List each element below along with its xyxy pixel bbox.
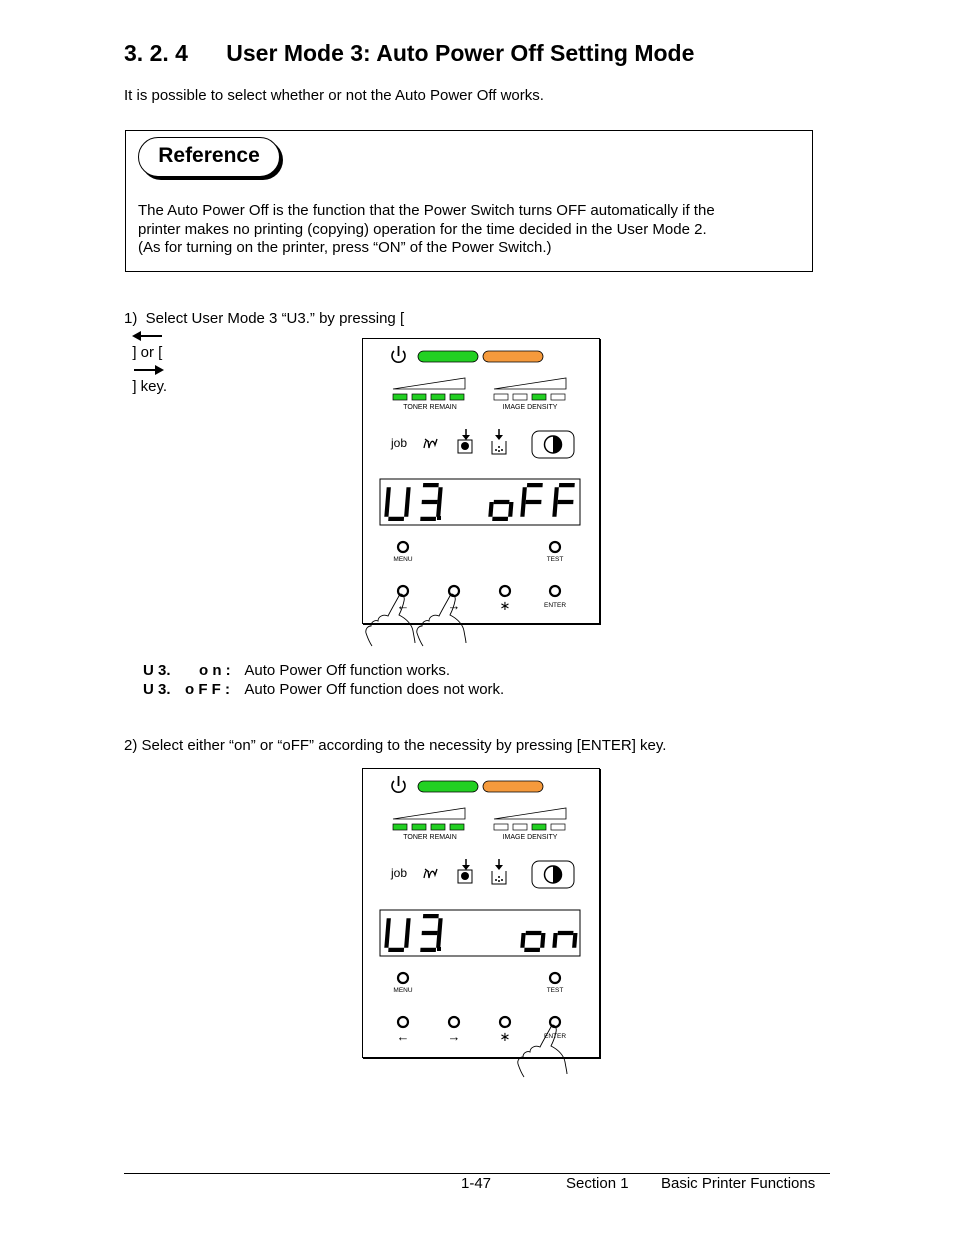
seven-segment-display [380,910,580,956]
star-label: ∗ [499,1029,511,1044]
reference-line: The Auto Power Off is the function that the Power Switch turns OFF automatically if the [138,202,715,219]
footer-chapter: Basic Printer Functions [661,1175,816,1192]
waste-toner-icon [492,859,506,884]
density-level-wedge-icon [494,808,566,819]
toner-level-wedge-icon [393,378,465,389]
reference-line: printer makes no printing (copying) operation for the time decided in the User Mode 2. [138,220,707,238]
error-lamp [483,351,543,362]
control-panel-diagram-2 [362,768,600,1058]
test-label: TEST [546,987,564,994]
toner-led [431,824,445,830]
enter-button[interactable] [550,586,560,596]
toner-led [450,394,464,400]
legend-row-on: U 3. o n : Auto Power Off function works. [143,662,450,679]
toner-key-icon [424,439,437,448]
reference-badge: Reference [138,137,280,177]
step-2-text: 2) Select either “on” or “oFF” according to the necessity by pressing [ENTER] key. [124,737,667,754]
star-label: ∗ [499,598,511,613]
enter-label: ENTER [543,1033,567,1040]
toner-led [412,824,426,830]
right-arrow-key-icon [132,364,164,376]
ready-lamp [418,781,478,792]
test-button[interactable] [550,973,560,983]
footer-rule [124,1173,830,1174]
footer-section: Section 1 [566,1175,629,1192]
toner-key-icon [424,869,437,878]
toner-led [412,394,426,400]
reference-text [138,202,798,258]
waste-toner-icon [492,429,506,454]
job-label: job [391,436,408,450]
right-arrow-label: → [447,598,461,613]
star-button[interactable] [500,1017,510,1027]
reference-line: (As for turning on the printer, press “ON” of the Power Switch.) [138,239,552,256]
right-arrow-label: → [447,1029,461,1044]
step-1-text: 1) Select User Mode 3 “U3.” by pressing [ ] or [ ] key. [124,310,405,395]
job-label: job [391,866,408,880]
toner-remain-label: TONER REMAIN [403,404,457,411]
density-led [551,824,565,830]
enter-label: ENTER [543,602,567,609]
star-button[interactable] [500,586,510,596]
power-icon [392,346,405,362]
legend-row-off: U 3. o F F : Auto Power Off function does not work. [143,681,505,698]
seven-segment-display [380,479,580,525]
image-density-label: IMAGE DENSITY [502,404,558,411]
menu-label: MENU [393,556,413,563]
density-level-wedge-icon [494,378,566,389]
density-led [494,394,508,400]
control-panel-diagram-1 [362,338,600,624]
toner-led [393,394,407,400]
toner-led [450,824,464,830]
right-button[interactable] [449,1017,459,1027]
test-button[interactable] [550,542,560,552]
test-label: TEST [546,556,564,563]
density-led [494,824,508,830]
toner-led [431,394,445,400]
left-arrow-key-icon [132,330,164,342]
display-decimal-point [437,516,441,520]
drum-icon [458,429,472,453]
toner-led [393,824,407,830]
drum-icon [458,859,472,883]
left-button[interactable] [398,1017,408,1027]
ready-lamp [418,351,478,362]
density-led [513,824,527,830]
density-led [513,394,527,400]
density-led [532,824,546,830]
left-arrow-label: ← [396,1029,410,1044]
menu-label: MENU [393,987,413,994]
menu-button[interactable] [398,542,408,552]
left-arrow-label: ← [396,598,410,613]
display-decimal-point [437,947,441,951]
menu-button[interactable] [398,973,408,983]
section-number: 3. 2. 4 [124,40,188,66]
error-lamp [483,781,543,792]
image-density-label: IMAGE DENSITY [502,834,558,841]
toner-remain-label: TONER REMAIN [403,834,457,841]
section-heading [124,40,694,67]
footer-page-number: 1-47 [461,1175,492,1192]
power-icon [392,776,405,792]
toner-level-wedge-icon [393,808,465,819]
intro-text: It is possible to select whether or not the Auto Power Off works. [124,87,544,104]
density-led [532,394,546,400]
density-led [551,394,565,400]
section-title: User Mode 3: Auto Power Off Setting Mode [226,40,695,66]
